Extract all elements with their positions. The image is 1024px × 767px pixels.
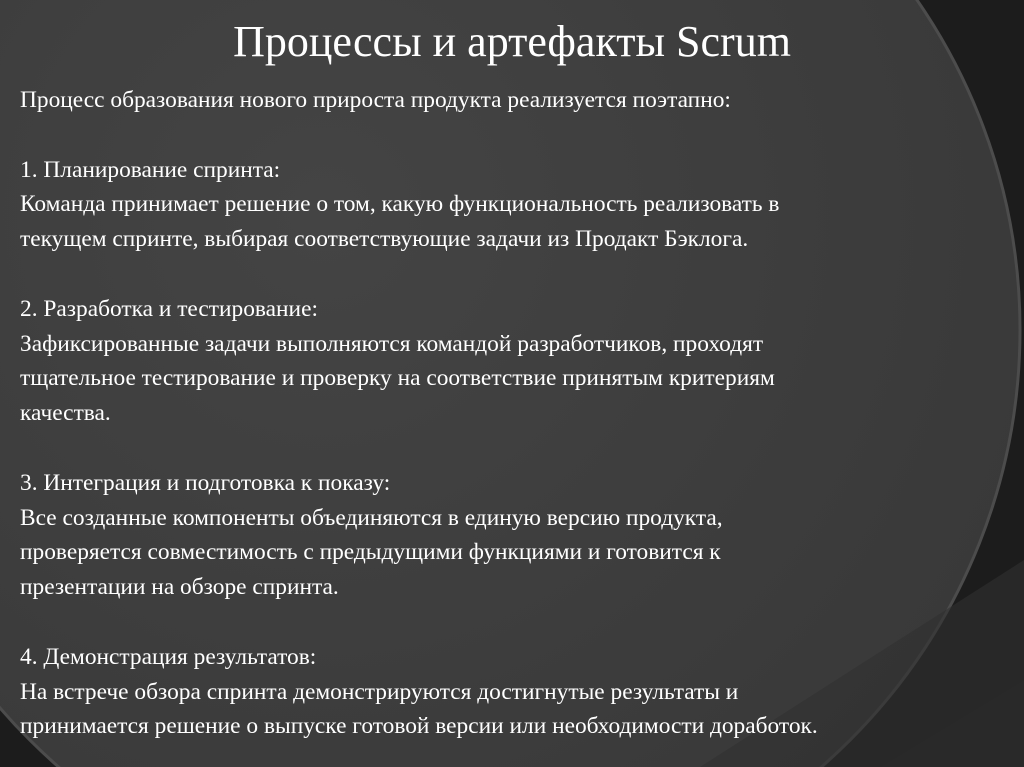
- step-text: качества.: [20, 400, 111, 427]
- step-text: принимается решение о выпуске готовой версии или необходимости доработок.: [20, 713, 818, 740]
- intro-text: Процесс образования нового прироста продукта реализуется поэтапно:: [20, 87, 731, 113]
- step-text: текущем спринте, выбирая соответствующие задачи из Продакт Бэклога.: [20, 226, 749, 253]
- step-text: На встрече обзора спринта демонстрируются достигнутые результаты и: [20, 678, 739, 705]
- step-text: тщательное тестирование и проверку на соответствие принятым критериям: [20, 365, 775, 392]
- slide-title: Процессы и артефакты Scrum: [233, 17, 791, 66]
- step-heading: 2. Разработка и тестирование:: [20, 295, 318, 322]
- step-heading: 4. Демонстрация результатов:: [20, 643, 317, 670]
- step-text: Команда принимает решение о том, какую функциональность реализовать в: [20, 191, 780, 218]
- step-heading: 3. Интеграция и подготовка к показу:: [20, 469, 391, 496]
- step-heading: 1. Планирование спринта:: [20, 156, 281, 183]
- step-text: проверяется совместимость с предыдущими функциями и готовится к: [20, 539, 721, 566]
- step-text: Зафиксированные задачи выполняются командой разработчиков, проходят: [20, 330, 764, 357]
- step-text: Все созданные компоненты объединяются в единую версию продукта,: [20, 504, 723, 531]
- step-text: презентации на обзоре спринта.: [20, 574, 339, 601]
- slide-body: [20, 83, 1005, 744]
